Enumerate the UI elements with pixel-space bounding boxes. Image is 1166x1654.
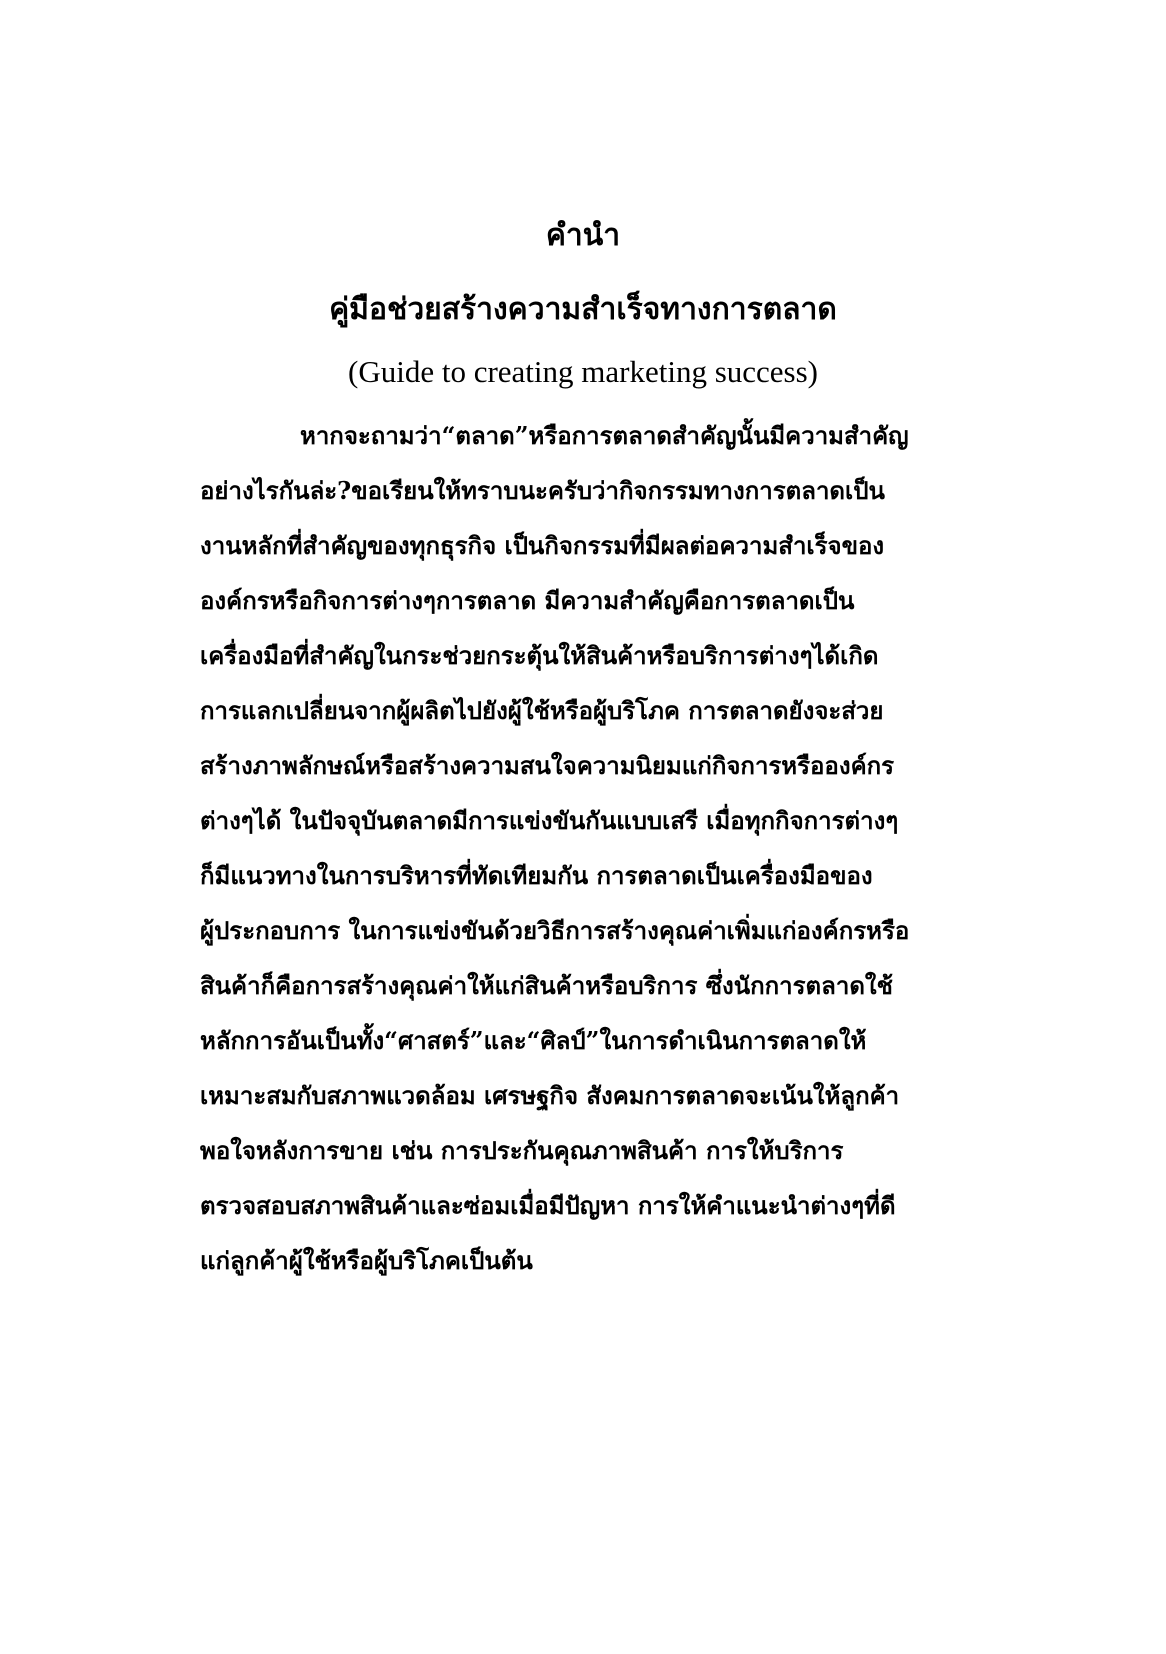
paragraph-line: งานหลักที่สำคัญของทุกธุรกิจ เป็นกิจกรรมที่มีผลต่อความสำเร็จของ — [200, 531, 885, 560]
paragraph-line: ต่างๆได้ ในปัจจุบันตลาดมีการแข่งขันกันแบบเสรี เมื่อทุกกิจการต่างๆ — [200, 806, 899, 835]
paragraph-line: การแลกเปลี่ยนจากผู้ผลิตไปยังผู้ใช้หรือผู้บริโภค การตลาดยังจะส่วย — [200, 696, 884, 725]
paragraph-line: สร้างภาพลักษณ์หรือสร้างความสนใจความนิยมแก่กิจการหรือองค์กร — [200, 751, 895, 780]
paragraph-line: ก็มีแนวทางในการบริหารที่ทัดเทียมกัน การตลาดเป็นเครื่องมือของ — [200, 861, 873, 890]
paragraph-line: ผู้ประกอบการ ในการแข่งขันด้วยวิธีการสร้างคุณค่าเพิ่มแก่องค์กรหรือ — [200, 916, 910, 945]
paragraph-line: ตรวจสอบสภาพสินค้าและซ่อมเมื่อมีปัญหา การให้คำแนะนำต่างๆที่ดี — [200, 1191, 896, 1220]
paragraph-line: เหมาะสมกับสภาพแวดล้อม เศรษฐกิจ สังคมการตลาดจะเน้นให้ลูกค้า — [200, 1081, 900, 1110]
paragraph-line: สินค้าก็คือการสร้างคุณค่าให้แก่สินค้าหรือบริการ ซึ่งนักการตลาดใช้ — [200, 971, 893, 1000]
paragraph-line: อย่างไรกันล่ะ?ขอเรียนให้ทราบนะครับว่ากิจกรรมทางการตลาดเป็น — [200, 476, 885, 505]
paragraph-line: แก่ลูกค้าผู้ใช้หรือผู้บริโภคเป็นต้น — [200, 1246, 533, 1275]
paragraph-line: พอใจหลังการขาย เช่น การประกันคุณภาพสินค้า การให้บริการ — [200, 1136, 844, 1165]
page-title: คำนำ — [545, 218, 621, 253]
paragraph-line: หากจะถามว่า“ตลาด”หรือการตลาดสำคัญนั้นมีความสำคัญ — [300, 421, 909, 450]
body-paragraph — [200, 408, 970, 1288]
paragraph-line: เครื่องมือที่สำคัญในกระช่วยกระตุ้นให้สินค้าหรือบริการต่างๆได้เกิด — [200, 641, 879, 670]
paragraph-line: องค์กรหรือกิจการต่างๆการตลาด มีความสำคัญคือการตลาดเป็น — [200, 586, 855, 615]
document-subtitle: คู่มือช่วยสร้างความสำเร็จทางการตลาด — [329, 292, 837, 327]
paragraph-line: หลักการอันเป็นทั้ง“ศาสตร์”และ“ศิลป์”ในการดำเนินการตลาดให้ — [200, 1026, 867, 1055]
document-subtitle-english: (Guide to creating marketing success) — [348, 354, 818, 389]
